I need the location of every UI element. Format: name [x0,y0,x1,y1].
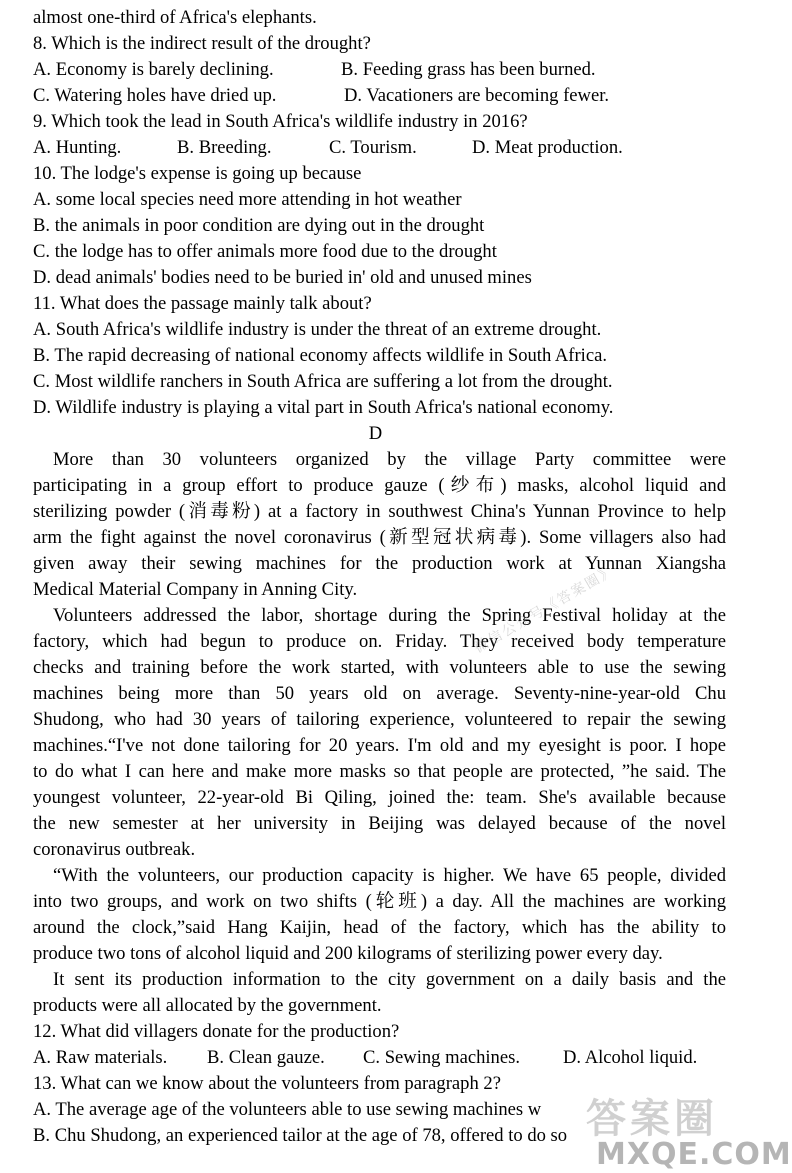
paragraph-1-line-1: More than 30 volunteers organized by the village Party committee were [53,449,726,470]
option-11a: A. South Africa's wildlife industry is under the threat of an extreme drought. [33,319,602,340]
section-heading-d: D [368,423,383,444]
paragraph-2-line-2: factory, which had begun to produce on. Friday. They received body temperature [33,631,726,652]
option-12a: A. Raw materials. [33,1047,168,1068]
paragraph-2-line-5: Shudong, who had 30 years of tailoring experience, volunteered to repair the sewing [33,709,726,730]
option-12d: D. Alcohol liquid. [563,1047,698,1068]
paragraph-2-line-4: machines being more than 50 years old on average. Seventy-nine-year-old Chu [33,683,726,704]
option-8a: A. Economy is barely declining. [33,59,274,80]
paragraph-3-line-4: produce two tons of alcohol liquid and 200 kilograms of sterilizing power every day. [33,943,663,964]
paragraph-3-line-3: around the clock,”said Hang Kaijin, head of the factory, which has the ability to [33,917,726,938]
question-9: 9. Which took the lead in South Africa's wildlife industry in 2016? [33,111,528,132]
paragraph-2-line-6: machines.“I've not done tailoring for 20 years. I'm old and my eyesight is poor. I hope [33,735,726,756]
option-9d: D. Meat production. [472,137,623,158]
paragraph-2-line-1: Volunteers addressed the labor, shortage during the Spring Festival holiday at the [53,605,726,626]
watermark-logo [568,1085,792,1173]
option-11b: B. The rapid decreasing of national economy affects wildlife in South Africa. [33,345,607,366]
option-12c: C. Sewing machines. [363,1047,520,1068]
option-11c: C. Most wildlife ranchers in South Africa are suffering a lot from the drought. [33,371,613,392]
option-8b: B. Feeding grass has been burned. [341,59,596,80]
watermark-logo-site: MXQE.COM [596,1137,792,1172]
paragraph-2-line-7: to do what I can here and make more masks so that people are protected, ”he said. The [33,761,726,782]
option-10c: C. the lodge has to offer animals more food due to the drought [33,241,497,262]
question-11: 11. What does the passage mainly talk about? [33,293,372,314]
option-12b: B. Clean gauze. [207,1047,325,1068]
question-8-options-cd [33,85,609,107]
question-8-options-ab [33,59,596,81]
option-10b: B. the animals in poor condition are dying out in the drought [33,215,485,236]
option-10d: D. dead animals' bodies need to be buried in' old and unused mines [33,267,532,288]
option-13b: B. Chu Shudong, an experienced tailor at the age of 78, offered to do so [33,1125,568,1146]
question-13: 13. What can we know about the volunteers from paragraph 2? [33,1073,501,1094]
watermark-diagonal: 微信公众号《答案圈》 [471,562,619,657]
paragraph-2-line-8: youngest volunteer, 22-year-old Bi Qiling, joined the: team. She's available because [33,787,726,808]
question-12-options [33,1047,697,1069]
question-8: 8. Which is the indirect result of the drought? [33,33,371,54]
paragraph-1-line-4: arm the fight against the novel coronavirus (新型冠状病毒). Some villagers also had [33,527,726,548]
option-13a: A. The average age of the volunteers able to use sewing machines w [33,1099,542,1120]
paragraph-3-line-1: “With the volunteers, our production capacity is higher. We have 65 people, divided [53,865,726,886]
watermark-logo-chinese: 答案圈 [586,1096,718,1142]
paragraph-2-line-3: checks and training before the work started, with volunteers able to use the sewing [33,657,726,678]
option-11d: D. Wildlife industry is playing a vital part in South Africa's national economy. [33,397,614,418]
question-10: 10. The lodge's expense is going up because [33,163,362,184]
paragraph-1-line-2: participating in a group effort to produce gauze (纱布) masks, alcohol liquid and [33,475,726,496]
paragraph-1-line-3: sterilizing powder (消毒粉) at a factory in southwest China's Yunnan Province to help [33,501,726,522]
paragraph-1-line-5: given away their sewing machines for the production work at Yunnan Xiangsha [33,553,726,574]
paragraph-4-line-1: It sent its production information to the city government on a daily basis and the [53,969,726,990]
option-9b: B. Breeding. [177,137,272,158]
paragraph-1-line-6: Medical Material Company in Anning City. [33,579,358,600]
question-9-options [33,137,623,159]
paragraph-2-line-10: coronavirus outbreak. [33,839,196,860]
question-12: 12. What did villagers donate for the production? [33,1021,400,1042]
option-8d: D. Vacationers are becoming fewer. [344,85,610,106]
option-9c: C. Tourism. [329,137,417,158]
option-10a: A. some local species need more attending in hot weather [33,189,462,210]
option-9a: A. Hunting. [33,137,122,158]
paragraph-2-line-9: the new semester at her university in Beijing was delayed because of the novel [33,813,726,834]
option-8c: C. Watering holes have dried up. [33,85,277,106]
passage-c-tail: almost one-third of Africa's elephants. [33,7,317,28]
paragraph-3-line-2: into two groups, and work on two shifts (轮班) a day. All the machines are working [33,891,726,912]
paragraph-4-line-2: products were all allocated by the government. [33,995,382,1016]
